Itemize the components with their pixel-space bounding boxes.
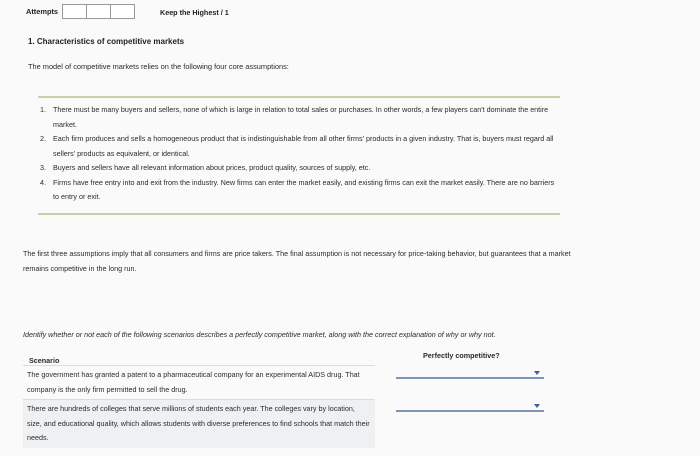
attempt-box-1 xyxy=(62,4,87,19)
divider-top xyxy=(38,96,560,98)
attempt-box-3 xyxy=(110,4,135,19)
assumption-item xyxy=(40,161,560,176)
column-header-scenario: Scenario xyxy=(29,356,60,365)
assumption-text: Each firm produces and sells a homogeneous product that is indistinguishable from all other firms' products in a given industry. That is, buyers must regard all sellers' products as equivalent, or identical. xyxy=(53,134,554,158)
scenario-text: There are hundreds of colleges that serve millions of students each year. The colleges vary by location, size, and educational quality, which allows students with diverse preferences to find schools that match their needs. xyxy=(27,404,370,442)
scenario-text: The government has granted a patent to a pharmaceutical company for an experimental AIDS drug. That company is the only firm permitted to sell the drug. xyxy=(27,370,360,394)
assumption-text: Buyers and sellers have all relevant information about prices, product quality, sources of supply, etc. xyxy=(53,163,371,172)
assumption-number: 2. xyxy=(40,134,46,143)
assumption-number: 3. xyxy=(40,163,46,172)
assumption-item xyxy=(40,132,560,161)
assumption-item xyxy=(40,176,560,205)
assumptions-list xyxy=(40,103,560,205)
attempt-boxes xyxy=(63,4,135,19)
assumption-text: There must be many buyers and sellers, none of which is large in relation to total sales or purchases. In other words, a few players can't dominate the entire market. xyxy=(53,105,549,129)
instruction-text: Identify whether or not each of the following scenarios describes a perfectly competitive market, along with the correct explanation of why or why not. xyxy=(23,330,496,339)
attempt-box-2 xyxy=(86,4,111,19)
explanation-paragraph: The first three assumptions imply that all consumers and firms are price takers. The final assumption is not necessary for price-taking behavior, but guarantees that a market remains competitive in the long run. xyxy=(23,249,571,273)
table-row xyxy=(23,365,375,399)
chevron-down-icon[interactable] xyxy=(534,371,540,375)
attempts-label: Attempts xyxy=(26,7,59,16)
question-title: 1. Characteristics of competitive markets xyxy=(28,37,185,46)
question-intro: The model of competitive markets relies on the following four core assumptions: xyxy=(28,62,289,71)
assumption-number: 4. xyxy=(40,177,46,187)
keep-highest-label: Keep the Highest / 1 xyxy=(160,8,229,17)
perfectly-competitive-dropdown-2[interactable] xyxy=(396,400,544,412)
chevron-down-icon[interactable] xyxy=(534,404,540,408)
table-row xyxy=(23,399,375,448)
scenario-table xyxy=(23,365,375,448)
assumption-number: 1. xyxy=(40,105,46,114)
divider-bottom xyxy=(38,213,560,215)
assumption-text: Firms have free entry into and exit from the industry. New firms can enter the market easily, and existing firms can exit the market easily. There are no barriers to entry or exit. xyxy=(53,177,555,201)
column-header-perfectly-competitive: Perfectly competitive? xyxy=(423,351,500,360)
assumption-item xyxy=(40,103,560,132)
perfectly-competitive-dropdown-1[interactable] xyxy=(396,367,544,379)
